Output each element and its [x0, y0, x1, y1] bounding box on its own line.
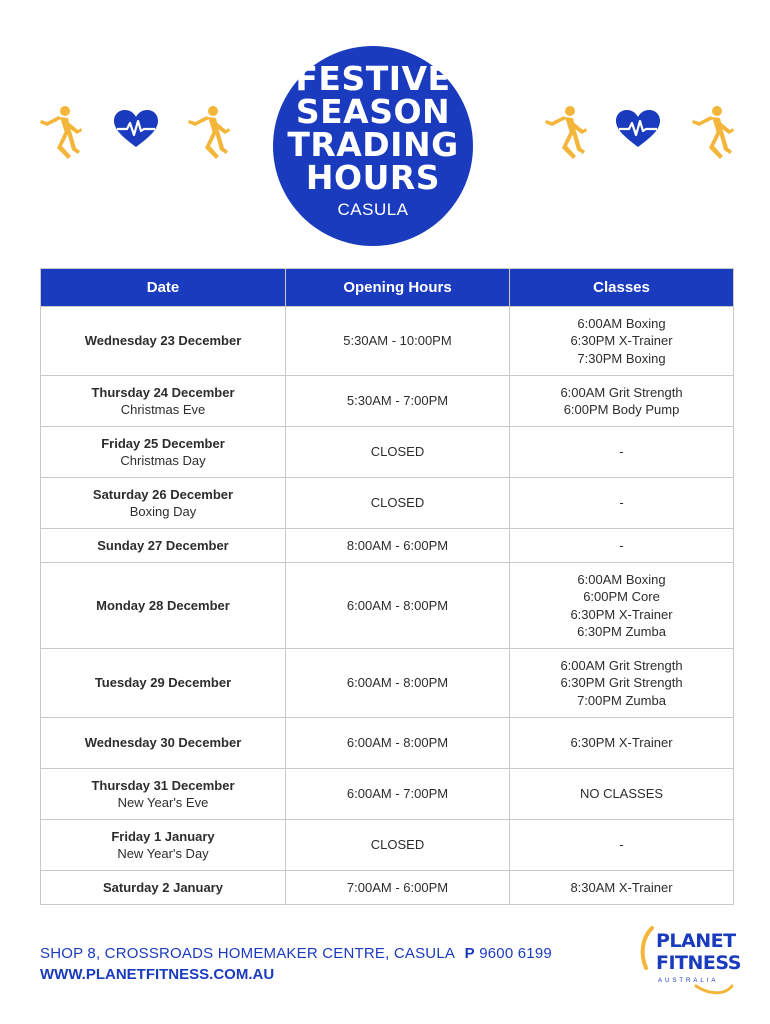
runner-icon — [690, 104, 734, 162]
holiday-label: Boxing Day — [129, 504, 197, 519]
badge-title-line: HOURS — [305, 158, 441, 197]
classes-cell: NO CLASSES — [510, 769, 734, 820]
holiday-label: Christmas Day — [120, 453, 206, 468]
date-cell — [41, 649, 286, 718]
table-row — [41, 529, 734, 563]
hours-cell: 6:00AM - 8:00PM — [286, 649, 510, 718]
hours-cell: 8:00AM - 6:00PM — [286, 529, 510, 563]
holiday-label: Christmas Eve — [120, 402, 206, 417]
date-cell — [41, 871, 286, 905]
class-entry: 7:00PM Zumba — [577, 692, 666, 708]
logo-text-australia: AUSTRALIA — [658, 978, 719, 984]
class-entry: 6:00AM Boxing — [577, 315, 666, 331]
classes-cell — [510, 649, 734, 718]
badge-title — [273, 59, 473, 197]
column-header-date: Date — [41, 269, 286, 307]
holiday-label: New Year's Eve — [117, 795, 209, 810]
holiday-label: New Year's Day — [117, 846, 209, 861]
class-entry: 6:30PM Grit Strength — [560, 675, 683, 691]
table-row — [41, 376, 734, 427]
column-header-opening-hours: Opening Hours — [286, 269, 510, 307]
classes-cell — [510, 563, 734, 649]
classes-cell: - — [510, 478, 734, 529]
footer-address-line — [40, 945, 552, 962]
table-row — [41, 649, 734, 718]
phone-number[interactable]: 9600 6199 — [479, 945, 552, 962]
table-row — [41, 769, 734, 820]
classes-cell: - — [510, 820, 734, 871]
hours-cell: 5:30AM - 10:00PM — [286, 307, 510, 376]
classes-cell — [510, 307, 734, 376]
date-label: Thursday 31 December — [91, 777, 235, 793]
date-label: Wednesday 30 December — [84, 735, 242, 751]
table-row — [41, 871, 734, 905]
badge-title-line: TRADING — [287, 125, 459, 164]
classes-cell: 8:30AM X-Trainer — [510, 871, 734, 905]
date-cell — [41, 820, 286, 871]
heart-pulse-icon — [114, 110, 158, 148]
badge-title-line: SEASON — [295, 92, 451, 131]
date-cell — [41, 718, 286, 769]
classes-cell: - — [510, 427, 734, 478]
logo-text-planet: PLANET — [656, 930, 736, 952]
date-cell — [41, 478, 286, 529]
hours-cell: 5:30AM - 7:00PM — [286, 376, 510, 427]
heart-pulse-icon — [616, 110, 660, 148]
table-row — [41, 307, 734, 376]
class-entry: 6:00AM Boxing — [577, 571, 666, 587]
classes-cell: 6:30PM X-Trainer — [510, 718, 734, 769]
date-cell — [41, 563, 286, 649]
class-entry: 6:30PM X-Trainer — [570, 606, 673, 622]
runner-icon — [543, 104, 587, 162]
header — [0, 0, 770, 262]
table-header-row — [41, 269, 734, 307]
website-link[interactable]: WWW.PLANETFITNESS.COM.AU — [40, 966, 275, 983]
planet-fitness-logo — [636, 924, 741, 1000]
phone-label: P — [464, 945, 475, 962]
date-cell — [41, 769, 286, 820]
table-row — [41, 820, 734, 871]
hours-cell: 6:00AM - 7:00PM — [286, 769, 510, 820]
badge-title-line: FESTIVE — [295, 59, 451, 98]
date-label: Saturday 2 January — [103, 879, 223, 895]
date-label: Friday 1 January — [111, 828, 215, 844]
title-badge — [273, 46, 473, 246]
hours-cell: CLOSED — [286, 427, 510, 478]
hours-cell: 6:00AM - 8:00PM — [286, 718, 510, 769]
logo-text-fitness: FITNESS — [656, 952, 741, 974]
classes-cell: - — [510, 529, 734, 563]
runner-icon — [38, 104, 82, 162]
date-label: Sunday 27 December — [97, 537, 229, 553]
class-entry: 6:00PM Body Pump — [563, 402, 680, 417]
class-entry: 7:30PM Boxing — [577, 350, 666, 366]
badge-location: CASULA — [337, 200, 409, 219]
date-label: Thursday 24 December — [91, 384, 235, 400]
class-entry: 6:30PM X-Trainer — [570, 333, 673, 349]
column-header-classes: Classes — [510, 269, 734, 307]
class-entry: 6:00AM Grit Strength — [560, 657, 683, 673]
hours-cell: CLOSED — [286, 478, 510, 529]
class-entry: 6:30PM Zumba — [577, 624, 666, 639]
table-row — [41, 478, 734, 529]
date-label: Wednesday 23 December — [84, 333, 242, 349]
table-row — [41, 427, 734, 478]
hours-cell: CLOSED — [286, 820, 510, 871]
store-address: SHOP 8, CROSSROADS HOMEMAKER CENTRE, CASULA — [40, 945, 455, 962]
class-entry: 6:00PM Core — [583, 589, 660, 604]
date-label: Saturday 26 December — [92, 486, 234, 502]
date-cell — [41, 529, 286, 563]
footer — [40, 945, 552, 983]
date-cell — [41, 307, 286, 376]
table-row — [41, 718, 734, 769]
trading-hours-table — [40, 268, 734, 905]
date-label: Friday 25 December — [101, 435, 225, 451]
classes-cell — [510, 376, 734, 427]
date-cell — [41, 376, 286, 427]
hours-cell: 6:00AM - 8:00PM — [286, 563, 510, 649]
date-label: Monday 28 December — [96, 597, 230, 613]
date-cell — [41, 427, 286, 478]
class-entry: 6:00AM Grit Strength — [560, 384, 683, 400]
date-label: Tuesday 29 December — [94, 675, 232, 691]
hours-cell: 7:00AM - 6:00PM — [286, 871, 510, 905]
table-row — [41, 563, 734, 649]
runner-icon — [186, 104, 230, 162]
